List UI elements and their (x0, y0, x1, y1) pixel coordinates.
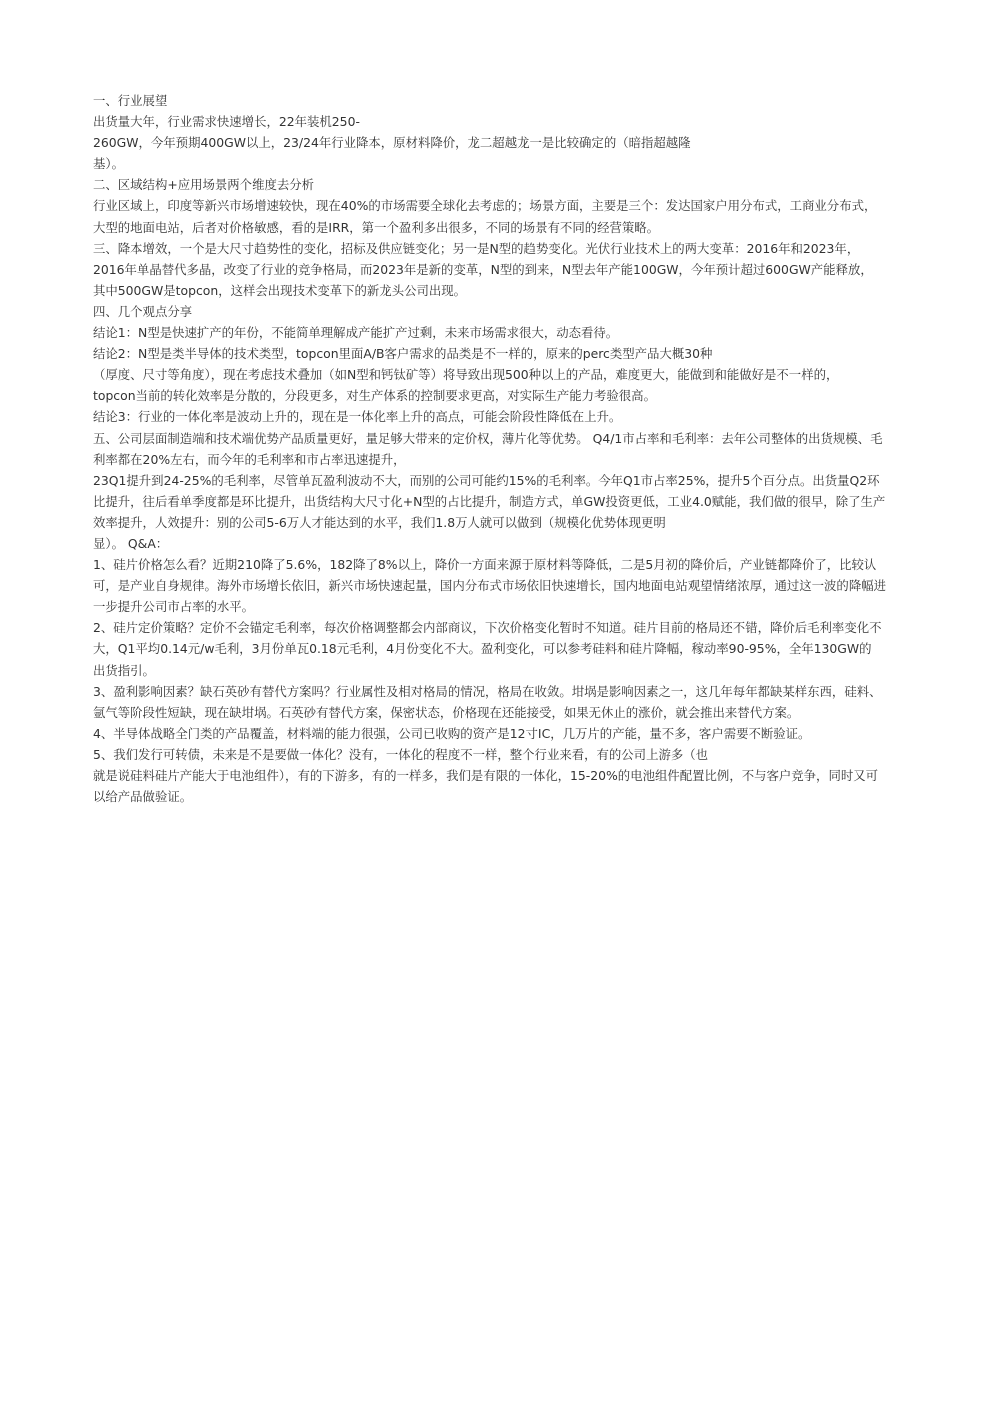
paragraph-line: 三、降本增效，一个是大尺寸趋势性的变化，招标及供应链变化；另一是N型的趋势变化。光伏行业技术上的两大变革：2016年和2023年， (93, 240, 860, 256)
qa-line: 可，是产业自身规律。海外市场增长依旧，新兴市场快速起量，国内分布式市场依旧快速增长，国内地面电站观望情绪浓厚，通过这一波的降幅进 (93, 578, 886, 594)
paragraph-line: 2016年单晶替代多晶，改变了行业的竞争格局，而2023年是新的变革，N型的到来，N型去年产能100GW，今年预计超过600GW产能释放， (93, 261, 873, 277)
paragraph-line: （厚度、尺寸等角度），现在考虑技术叠加（如N型和钙钛矿等）将导致出现500种以上的产品，难度更大，能做到和能做好是不一样的， (93, 367, 839, 383)
paragraph-line: 效率提升，人效提升：别的公司5-6万人才能达到的水平，我们1.8万人就可以做到（规模化优势体现更明 (93, 514, 666, 530)
heading-industry-outlook: 一、行业展望 (93, 93, 168, 108)
qa-line: 氩气等阶段性短缺，现在缺坩埚。石英砂有替代方案，保密状态，价格现在还能接受，如果无休止的涨价，就会推出来替代方案。 (93, 704, 800, 720)
document-body (93, 90, 945, 807)
qa-line: 以给产品做验证。 (93, 789, 193, 805)
heading-viewpoints: 四、几个观点分享 (93, 303, 193, 319)
qa-line: 5、我们发行可转债，未来是不是要做一体化？没有，一体化的程度不一样，整个行业来看，有的公司上游多（也 (93, 746, 709, 762)
qa-line: 2、硅片定价策略？定价不会锚定毛利率，每次价格调整都会内部商议，下次价格变化暂时不知道。硅片目前的格局还不错，降价后毛利率变化不 (93, 620, 882, 636)
paragraph-line: 五、公司层面制造端和技术端优势产品质量更好，量足够大带来的定价权，薄片化等优势。 Q4/1市占率和毛利率：去年公司整体的出货规模、毛 (93, 430, 883, 446)
paragraph-line: 260GW，今年预期400GW以上，23/24年行业降本，原材料降价，龙二超越龙一是比较确定的（暗指超越隆 (93, 135, 691, 151)
qa-line: 1、硅片价格怎么看？近期210降了5.6%，182降了8%以上，降价一方面来源于原材料等降低，二是5月初的降价后，产业链都降价了，比较认 (93, 557, 877, 573)
qa-line: 4、半导体战略全门类的产品覆盖，材料端的能力很强，公司已收购的资产是12寸IC，几万片的产能，量不多，客户需要不断验证。 (93, 725, 811, 741)
paragraph-line: 基）。 (93, 156, 124, 172)
paragraph-line: 结论1：N型是快速扩产的年份，不能简单理解成产能扩产过剩，未来市场需求很大，动态看待。 (93, 325, 619, 341)
paragraph-line: 结论2：N型是类半导体的技术类型，topcon里面A/B客户需求的品类是不一样的，原来的perc类型产品大概30种 (93, 346, 713, 362)
paragraph-line: 利率都在20%左右，而今年的毛利率和市占率迅速提升， (93, 451, 406, 467)
paragraph-line: 比提升，往后看单季度都是环比提升，出货结构大尺寸化+N型的占比提升，制造方式，单GW投资更低，工业4.0赋能，我们做的很早，除了生产 (93, 493, 886, 509)
qa-line: 出货指引。 (93, 662, 155, 678)
paragraph-line: 23Q1提升到24-25%的毛利率，尽管单瓦盈利波动不大，而别的公司可能约15%的毛利率。今年Q1市占率25%，提升5个百分点。出货量Q2环 (93, 472, 880, 488)
qa-line: 大，Q1平均0.14元/w毛利，3月份单瓦0.18元毛利，4月份变化不大。盈利变化，可以参考硅料和硅片降幅，稼动率90-95%，全年130GW的 (93, 641, 872, 657)
qa-line: 3、盈利影响因素？缺石英砂有替代方案吗？行业属性及相对格局的情况，格局在收敛。坩埚是影响因素之一，这几年每年都缺某样东西，硅料、 (93, 683, 882, 699)
heading-regional-structure: 二、区域结构+应用场景两个维度去分析 (93, 177, 315, 193)
paragraph-line: 大型的地面电站，后者对价格敏感，看的是IRR，第一个盈利多出很多，不同的场景有不同的经营策略。 (93, 219, 660, 235)
paragraph-line: 出货量大年，行业需求快速增长，22年装机250- (93, 114, 360, 130)
paragraph-line: topcon当前的转化效率是分散的，分段更多，对生产体系的控制要求更高，对实际生产能力考验很高。 (93, 388, 656, 404)
qa-line: 就是说硅料硅片产能大于电池组件），有的下游多，有的一样多，我们是有限的一体化，15-20%的电池组件配置比例，不与客户竞争，同时又可 (93, 768, 879, 783)
paragraph-line: 显）。 Q&A： (93, 535, 169, 551)
paragraph-line: 结论3：行业的一体化率是波动上升的，现在是一体化率上升的高点，可能会阶段性降低在上升。 (93, 409, 622, 425)
qa-line: 一步提升公司市占率的水平。 (93, 599, 255, 615)
paragraph-line: 行业区域上，印度等新兴市场增速较快，现在40%的市场需要全球化去考虑的；场景方面，主要是三个：发达国家户用分布式，工商业分布式， (93, 198, 877, 214)
paragraph-line: 其中500GW是topcon，这样会出现技术变革下的新龙头公司出现。 (93, 282, 467, 298)
